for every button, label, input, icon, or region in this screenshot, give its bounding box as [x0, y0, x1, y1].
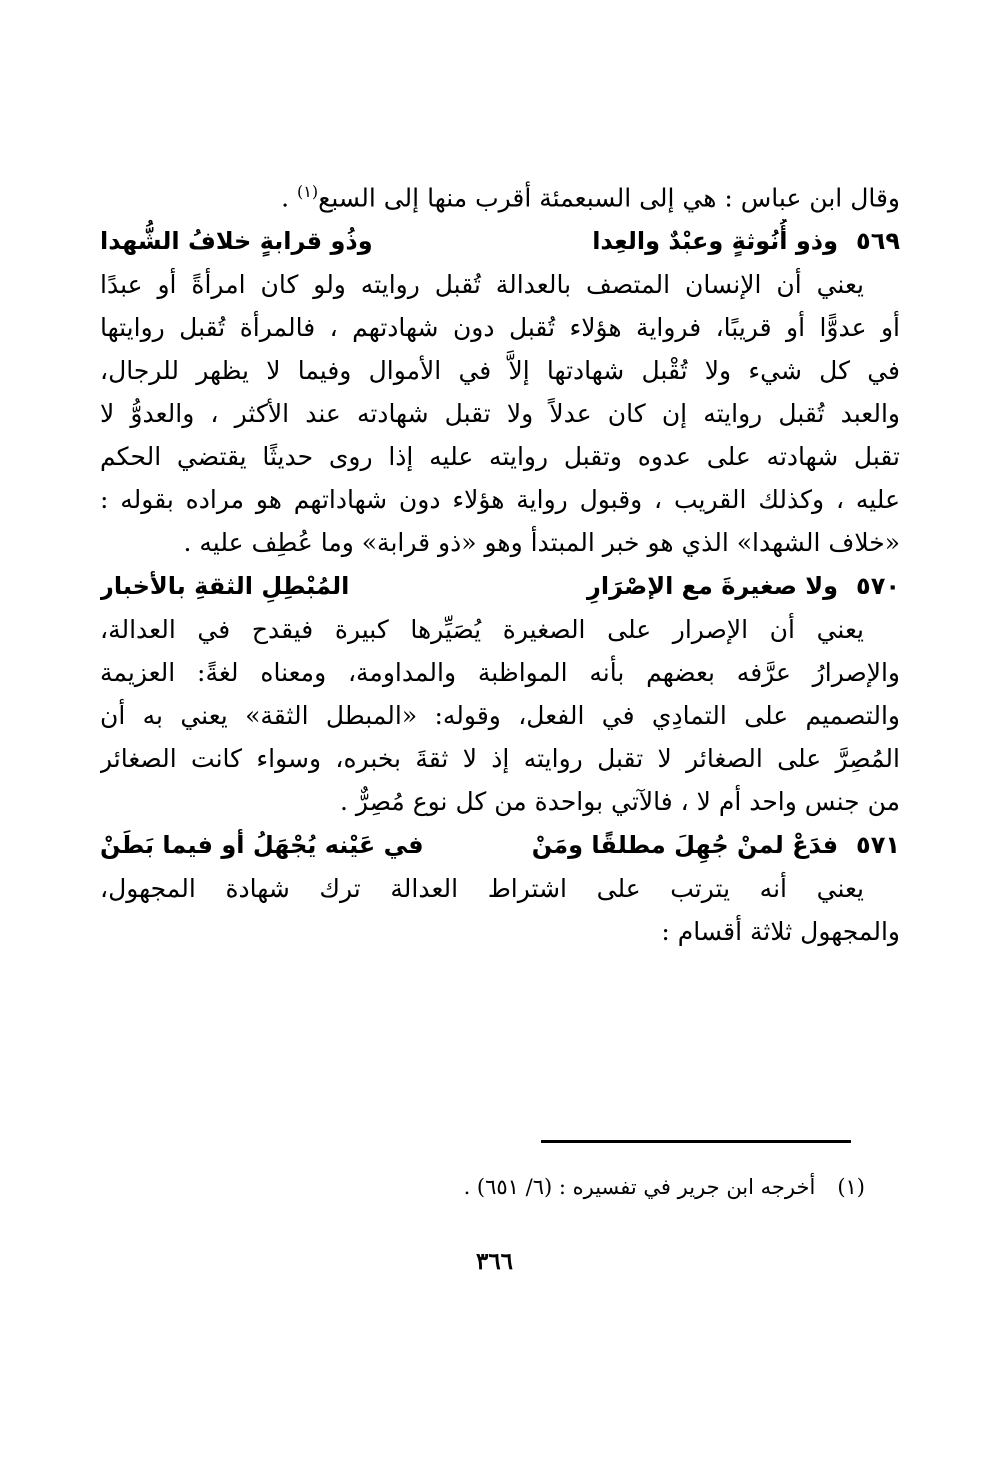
- intro-text: وقال ابن عباس : هي إلى السبعمئة أقرب منها إلى السبع: [318, 183, 900, 213]
- paragraph-line: في كل شيء ولا تُقْبل شهادتها إلاَّ في الأموال وفيما لا يظهر للرجال،: [100, 356, 900, 386]
- paragraph-line: والتصميم على التمادِي في الفعل، وقوله: «المبطل الثقة» يعني به أن: [100, 701, 900, 731]
- verse-second-half: وذُو قرابةٍ خلافُ الشُّهدا: [100, 227, 373, 256]
- paragraph-line: أو عدوًّا أو قريبًا، فرواية هؤلاء تُقبل دون شهادتهم ، فالمرأة تُقبل روايتها: [100, 313, 900, 343]
- paragraph-line: المُصِرَّ على الصغائر لا تقبل روايته إذ لا ثقةَ بخبره، وسواء كانت الصغائر: [100, 744, 900, 774]
- verse-first-half: ولا صغيرةَ مع الإصْرَارِ: [587, 572, 839, 601]
- intro-end: .: [281, 183, 297, 213]
- footnote: [464, 1172, 865, 1202]
- page-number: ٣٦٦: [475, 1248, 514, 1275]
- footnote-text: أخرجه ابن جرير في تفسيره : (٦/ ٦٥١) .: [463, 1175, 816, 1199]
- paragraph-569: [100, 263, 900, 564]
- paragraph-line: من جنس واحد أم لا ، فالآتي بواحدة من كل نوع مُصِرٌّ .: [340, 787, 900, 817]
- paragraph-line: يعني أنه يترتب على اشتراط العدالة ترك شهادة المجهول،: [100, 874, 864, 904]
- verse-number: ٥٦٩: [856, 227, 900, 256]
- verse-second-half: المُبْطِلِ الثقةِ بالأخبار: [100, 572, 350, 601]
- paragraph-line: والإصرارُ عرَّفه بعضهم بأنه المواظبة والمداومة، ومعناه لغةً: العزيمة: [100, 658, 900, 688]
- paragraph-line: تقبل شهادته على عدوه وتقبل روايته عليه إذا روى حديثًا يقتضي الحكم: [100, 442, 900, 472]
- verse-number: ٥٧١: [856, 831, 900, 860]
- paragraph-line: يعني أن الإنسان المتصف بالعدالة تُقبل روايته ولو كان امرأةً أو عبدًا: [100, 270, 864, 300]
- paragraph-line: «خلاف الشهدا» الذي هو خبر المبتدأ وهو «ذو قرابة» وما عُطِف عليه .: [183, 528, 900, 558]
- paragraph-line: عليه ، وكذلك القريب ، وقبول رواية هؤلاء دون شهاداتهم هو مراده بقوله :: [100, 485, 900, 515]
- paragraph-571: [100, 867, 900, 953]
- paragraph-570: [100, 608, 900, 823]
- intro-line: [100, 170, 900, 219]
- footnote-number: (١): [837, 1175, 865, 1199]
- verse-571: [100, 823, 900, 867]
- verse-first-half: فدَعْ لمنْ جُهِلَ مطلقًا ومَنْ: [531, 831, 839, 860]
- page-body: [100, 170, 900, 953]
- footnote-divider: [541, 1140, 851, 1143]
- verse-first-half: وذو أُنُوثةٍ وعبْدٌ والعِدا: [592, 227, 839, 256]
- verse-570: [100, 564, 900, 608]
- footnote-reference: (١): [296, 182, 319, 201]
- paragraph-line: والمجهول ثلاثة أقسام :: [661, 917, 900, 947]
- paragraph-line: يعني أن الإصرار على الصغيرة يُصَيِّرها كبيرة فيقدح في العدالة،: [100, 615, 864, 645]
- verse-569: [100, 219, 900, 263]
- paragraph-line: والعبد تُقبل روايته إن كان عدلاً ولا تقبل شهادته عند الأكثر ، والعدوُّ لا: [100, 399, 900, 429]
- verse-number: ٥٧٠: [856, 572, 900, 601]
- verse-second-half: في عَيْنه يُجْهَلُ أو فيما بَطَنْ: [100, 831, 424, 860]
